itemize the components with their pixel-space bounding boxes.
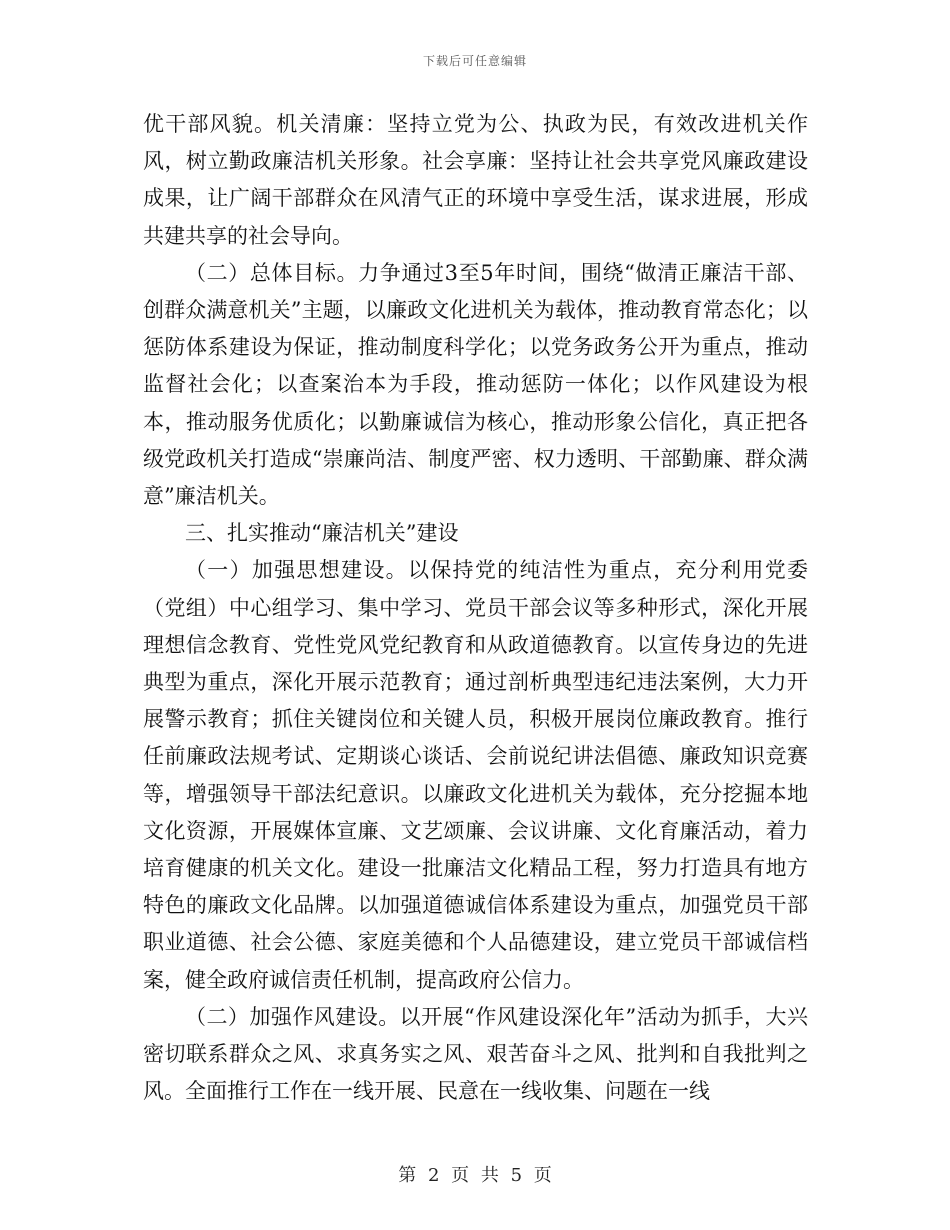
paragraph-continuation: 优干部风貌。机关清廉：坚持立党为公、执政为民，有效改进机关作风，树立勤政廉洁机关形象。社会享廉：坚持让社会共享党风廉政建设成果，让广阔干部群众在风清气正的环境中享受生活，谋求进展，形成共建共享的社会导向。 <box>143 112 808 248</box>
paragraph-ideology: （一）加强思想建设。以保持党的纯洁性为重点，充分利用党委（党组）中心组学习、集中学习、党员干部会议等多种形式，深化开展理想信念教育、党性党风党纪教育和从政道德教育。以宣传身边的先进典型为重点，深化开展示范教育；通过剖析典型违纪违法案例，大力开展警示教育；抓住关键岗位和关键人员，积极开展岗位廉政教育。推行任前廉政法规考试、定期谈心谈话、会前说纪讲法倡德、廉政知识竞赛等，增强领导干部法纪意识。以廉政文化进机关为载体，充分挖掘本地文化资源，开展媒体宣廉、文艺颂廉、会议讲廉、文化育廉活动，着力培育健康的机关文化。建设一批廉洁文化精品工程，努力打造具有地方特色的廉政文化品牌。以加强道德诚信体系建设为重点，加强党员干部职业道德、社会公德、家庭美德和个人品德建设，建立党员干部诚信档案，健全政府诚信责任机制，提高政府公信力。 <box>143 558 808 992</box>
section-heading: 三、扎实推动“廉洁机关”建设 <box>185 521 459 546</box>
paragraph-work-style: （二）加强作风建设。以开展“作风建设深化年”活动为抓手，大兴密切联系群众之风、求真务实之风、艰苦奋斗之风、批判和自我批判之风。全面推行工作在一线开展、民意在一线收集、问题在一线 <box>143 1004 808 1104</box>
page-header: 下载后可任意编辑 <box>422 54 527 68</box>
document-body <box>143 106 808 1110</box>
page-number: 第 2 页 共 5 页 <box>398 1165 552 1186</box>
paragraph-overall-goal: （二）总体目标。力争通过3至5年时间，围绕“做清正廉洁干部、创群众满意机关”主题，以廉政文化进机关为载体，推动教育常态化；以惩防体系建设为保证，推动制度科学化；以党务政务公开为重点，推动监督社会化；以查案治本为手段，推动惩防一体化；以作风建设为根本，推动服务优质化；以勤廉诚信为核心，推动形象公信化，真正把各级党政机关打造成“崇廉尚洁、制度严密、权力透明、干部勤廉、群众满意”廉洁机关。 <box>143 260 808 509</box>
